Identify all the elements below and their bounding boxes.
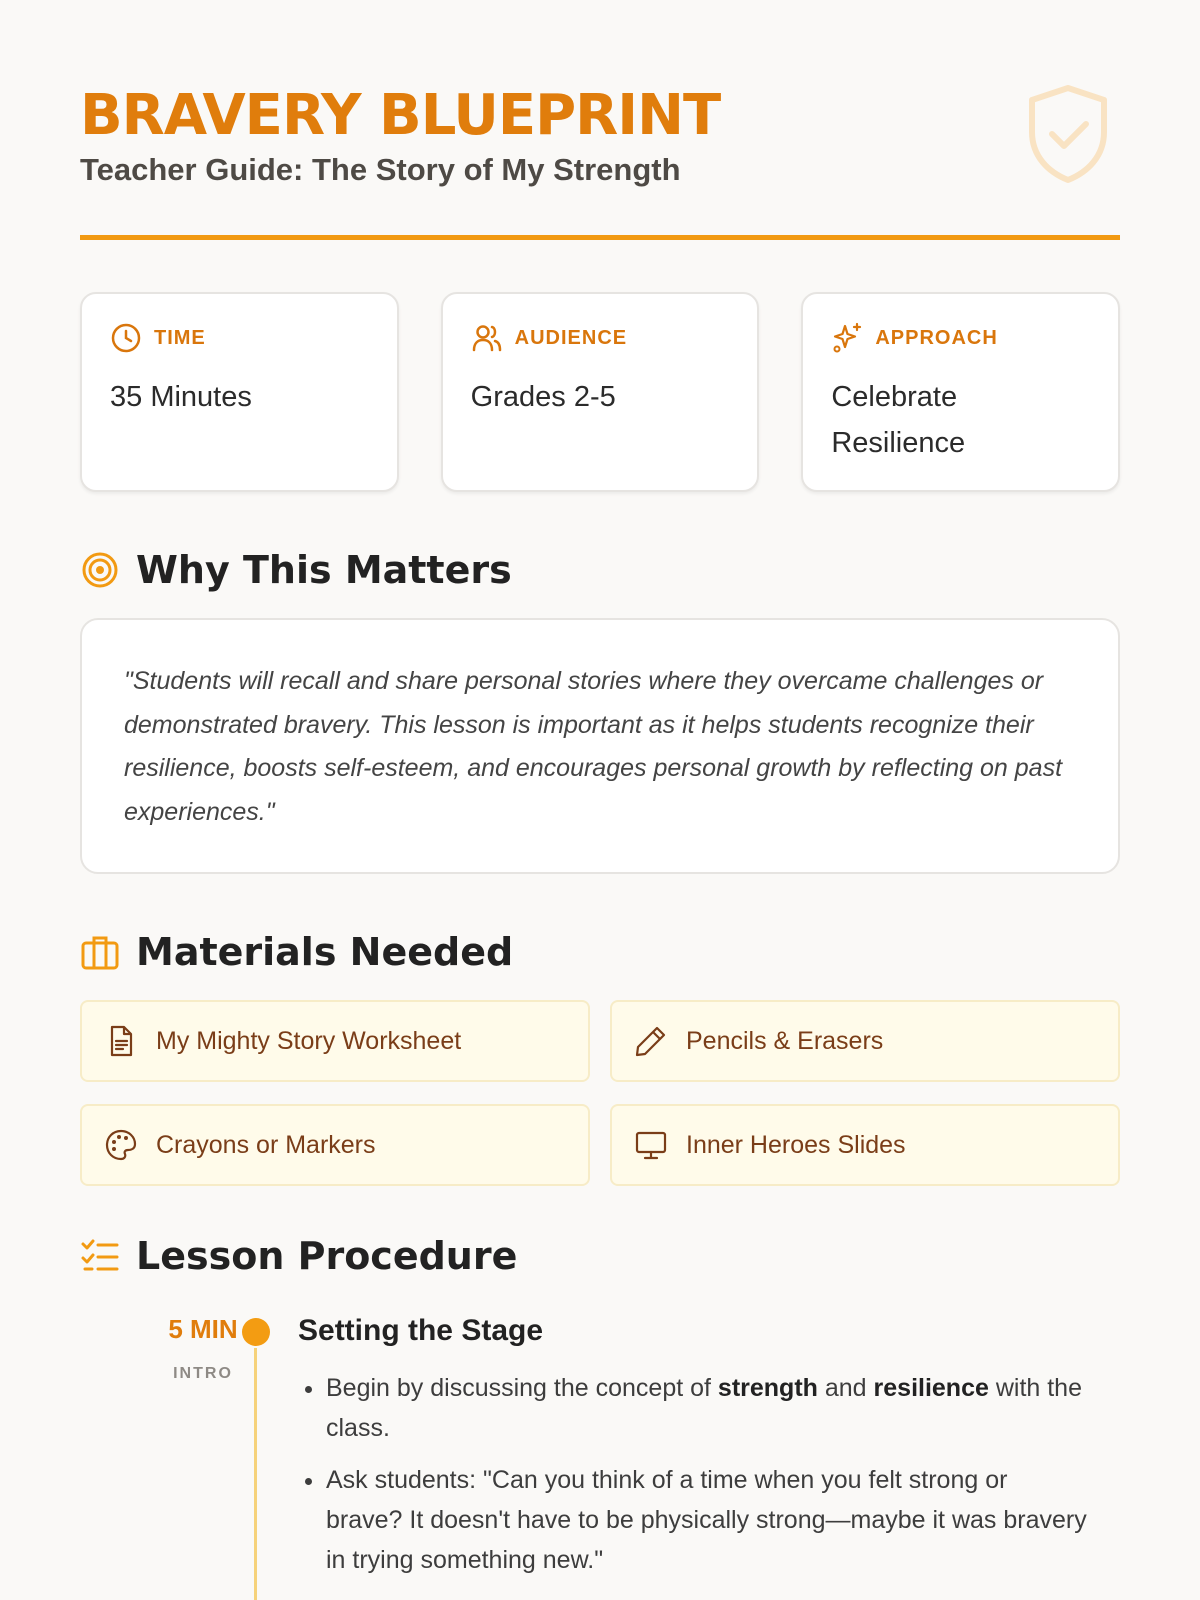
briefcase-icon [80,932,120,972]
step-title: Setting the Stage [298,1314,544,1347]
material-item [80,1104,590,1186]
section-procedure [80,1234,1120,1278]
card-value-approach: Celebrate Resilience [831,381,966,459]
card-label-text: APPROACH [875,326,998,349]
step-duration: 5 MIN [168,1314,238,1344]
objective-quote: "Students will recall and share personal stories where they overcame challenges or demonstrated bravery. This lesson is important as it helps students recognize their resilience, boosts self-esteem, and encourages personal growth by reflecting on past experiences." [124,667,1063,826]
header [80,0,1120,240]
info-card-audience [441,292,760,492]
section-why [80,548,1120,592]
emphasis-strength: strength [717,1374,818,1402]
card-value-time: 35 Minutes [110,381,252,413]
material-label: Crayons or Markers [156,1130,376,1159]
step-body [298,1314,1090,1592]
material-item [610,1104,1120,1186]
card-value-audience: Grades 2-5 [470,381,616,413]
shield-check-icon [1026,84,1110,184]
material-item [610,1000,1120,1082]
card-label-text: AUDIENCE [514,326,628,349]
target-icon [80,550,120,590]
users-icon [471,322,503,354]
text-run: and [817,1374,874,1402]
card-label-text: TIME [154,326,206,349]
document-icon [104,1024,138,1058]
page-title: BRAVERY BLUEPRINT [80,83,721,148]
materials-list [80,1000,1120,1186]
material-label: Pencils & Erasers [686,1026,884,1055]
section-materials [80,930,1120,974]
section-title-materials: Materials Needed [136,930,514,974]
palette-icon [104,1128,138,1162]
monitor-icon [634,1128,668,1162]
material-label: My Mighty Story Worksheet [156,1026,462,1055]
step-phase: INTRO [173,1365,233,1382]
card-label-approach [831,322,1090,354]
page-subtitle: Teacher Guide: The Story of My Strength [80,152,681,187]
timeline-dot [242,1318,270,1346]
info-cards [80,292,1120,492]
objective-quote-box [80,618,1120,874]
procedure-step [80,1314,1120,1600]
card-label-time [110,322,369,354]
timeline-line [254,1348,257,1600]
text-run: Begin by discussing the concept of [326,1374,718,1402]
section-title-procedure: Lesson Procedure [136,1234,518,1278]
step-instructions [298,1368,1090,1580]
sparkles-icon [831,322,863,354]
material-label: Inner Heroes Slides [686,1130,906,1159]
emphasis-resilience: resilience [873,1374,989,1402]
clock-icon [110,322,142,354]
section-title-why: Why This Matters [136,548,512,592]
checklist-icon [80,1236,120,1276]
list-item [326,1368,1090,1448]
list-item: • Ask students: "Can you think of a time when you felt strong or brave? It doesn't have to be physically strong—maybe it was bravery in trying something new." [326,1460,1090,1580]
info-card-approach [801,292,1120,492]
info-card-time [80,292,399,492]
card-label-audience [471,322,730,354]
text-run: with the class. [326,1374,1082,1442]
material-item [80,1000,590,1082]
pencil-icon [634,1024,668,1058]
